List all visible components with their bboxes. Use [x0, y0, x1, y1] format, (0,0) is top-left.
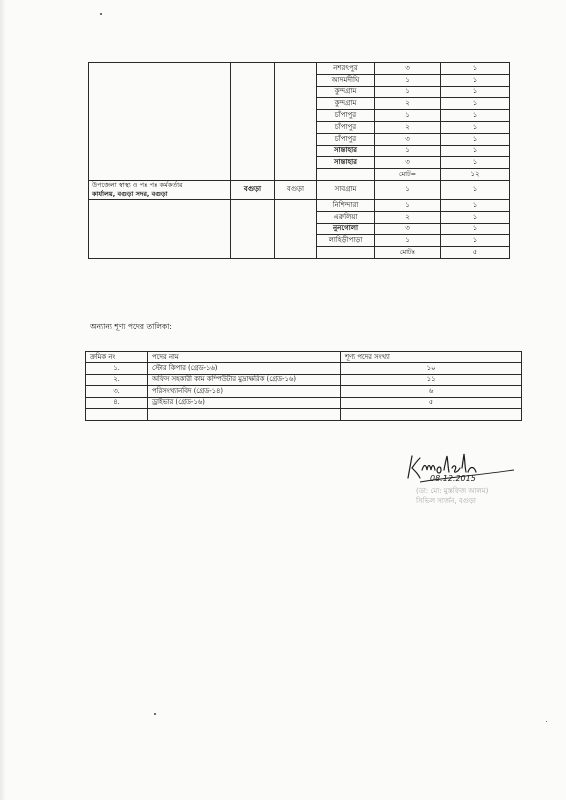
- serial-number: ৪.: [86, 397, 148, 409]
- union-name: সাবগ্রাম: [317, 180, 375, 199]
- vacancy-count: ১০: [341, 363, 522, 375]
- unit-number: ২: [375, 98, 441, 110]
- district-name: বগুড়া: [231, 180, 275, 199]
- empty-cell: [148, 409, 341, 421]
- union-name-empty: [317, 169, 375, 181]
- union-name: কুন্দগ্রাম: [317, 86, 375, 98]
- serial-number: ৩.: [86, 386, 148, 398]
- scan-speck: [100, 13, 102, 15]
- vacancy-count: ১: [441, 74, 510, 86]
- header-vacancy-count: শূণ্য পদের সংখ্যা: [341, 352, 522, 363]
- table-row: [86, 397, 522, 409]
- scan-edge: [0, 0, 6, 800]
- handwritten-signature: [402, 448, 520, 484]
- table-row: [86, 374, 522, 386]
- table-row: [86, 363, 522, 375]
- scan-speck: [546, 721, 547, 722]
- vacancy-count: ৬: [341, 386, 522, 398]
- union-name: সান্তাহার: [317, 145, 375, 157]
- vacancy-count: ১: [441, 157, 510, 169]
- vacancy-count: ১: [441, 86, 510, 98]
- unit-number: ১: [375, 199, 441, 211]
- vacancy-count: ১: [441, 121, 510, 133]
- union-name: আদমদীঘি: [317, 74, 375, 86]
- union-name: লাহিড়ীপাড়া: [317, 235, 375, 247]
- vacancy-count: ১: [441, 133, 510, 145]
- upazila-cell-empty: [275, 63, 317, 181]
- table-row: [89, 63, 510, 75]
- office-name-line2: কার্যালয়, বগুড়া সদর, বগুড়া: [92, 189, 168, 198]
- unit-number: ৩: [375, 223, 441, 235]
- unit-number: ২: [375, 211, 441, 223]
- stamp-line-1: (ডা: মো: মুস্তফিজ আলম): [416, 487, 489, 495]
- serial-number: ২.: [86, 374, 148, 386]
- vacancy-count: ১: [441, 98, 510, 110]
- unit-number: ১: [375, 235, 441, 247]
- union-name: নিশিন্দারা: [317, 199, 375, 211]
- vacancy-count: ১: [441, 63, 510, 75]
- union-name: নুনগোলা: [317, 223, 375, 235]
- empty-cell: [86, 409, 148, 421]
- other-vacancy-table: [85, 351, 522, 421]
- table-row: [89, 199, 510, 211]
- district-cell-empty: [231, 199, 275, 258]
- vacancy-count: ১: [441, 223, 510, 235]
- unit-number: ৩: [375, 63, 441, 75]
- total-value: ৫: [441, 247, 510, 259]
- unit-number: ১: [375, 86, 441, 98]
- vacancy-count: ১১: [341, 374, 522, 386]
- unit-number: ১: [375, 74, 441, 86]
- table-header-row: [86, 352, 522, 363]
- signature-date-glyphs: 08.12.2015: [430, 474, 476, 483]
- union-name: কুন্দগ্রাম: [317, 98, 375, 110]
- header-post-name: পদের নাম: [148, 352, 341, 363]
- unit-number: ১: [375, 180, 441, 199]
- unit-number: ১: [375, 145, 441, 157]
- serial-number: ১.: [86, 363, 148, 375]
- vacancy-count: ১: [441, 235, 510, 247]
- union-name-empty: [317, 247, 375, 259]
- office-cell-empty: [89, 199, 231, 258]
- official-stamp: [416, 486, 488, 506]
- unit-number: ৩: [375, 133, 441, 145]
- post-name: ড্রাইভার (গ্রেড-১৬): [148, 397, 341, 409]
- section-title: অন্যান্য শূণ্য পদের তালিকা:: [90, 322, 172, 331]
- header-serial: ক্রমিক নং: [86, 352, 148, 363]
- office-cell-empty: [89, 63, 231, 181]
- upazila-vacancy-table: [88, 62, 510, 259]
- vacancy-count: ১: [441, 145, 510, 157]
- table-row-empty: [86, 409, 522, 421]
- vacancy-count: ৫: [341, 397, 522, 409]
- union-name: এরুলিয়া: [317, 211, 375, 223]
- office-name: [89, 180, 231, 199]
- union-name: চাঁপাপুর: [317, 110, 375, 122]
- total-label: মোট=: [375, 169, 441, 181]
- unit-number: ১: [375, 110, 441, 122]
- union-name: চাঁপাপুর: [317, 121, 375, 133]
- district-cell-empty: [231, 63, 275, 181]
- unit-number: ৩: [375, 157, 441, 169]
- upazila-cell-empty: [275, 199, 317, 258]
- upazila-name: বগুড়া: [275, 180, 317, 199]
- union-name: চাঁপাপুর: [317, 133, 375, 145]
- unit-number: ২: [375, 121, 441, 133]
- union-name: সান্তাহার: [317, 157, 375, 169]
- post-name: স্টোর কিপার (গ্রেড-১৬): [148, 363, 341, 375]
- scan-speck: [154, 713, 156, 715]
- empty-cell: [341, 409, 522, 421]
- office-name-line1: উপজেলা স্বাস্থ্য ও পঃ পঃ কর্মকর্তার: [92, 180, 183, 189]
- total-value: ১২: [441, 169, 510, 181]
- post-name: অফিস সহকারী কাম কম্পিউটার মুদ্রাক্ষরিক (গ্রেড-১৬): [148, 374, 341, 386]
- table-row: [86, 386, 522, 398]
- vacancy-count: ১: [441, 211, 510, 223]
- vacancy-count: ১: [441, 180, 510, 199]
- post-name: পরিসংখ্যানবিদ (গ্রেড-১৪): [148, 386, 341, 398]
- total-label: মোটঃ: [375, 247, 441, 259]
- vacancy-count: ১: [441, 110, 510, 122]
- vacancy-count: ১: [441, 199, 510, 211]
- union-name: নশরৎপুর: [317, 63, 375, 75]
- stamp-line-2: সিভিল সার্জন, বগুড়া: [416, 497, 476, 505]
- table-row: [89, 180, 510, 199]
